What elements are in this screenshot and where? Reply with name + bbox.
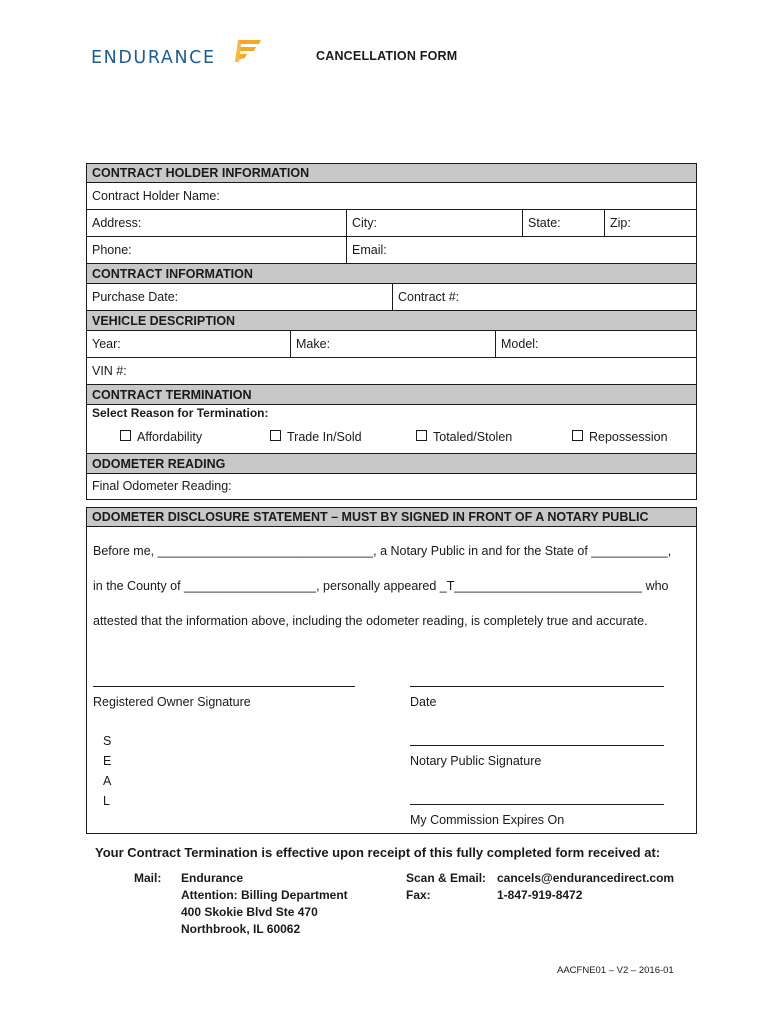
vin-row	[87, 358, 696, 385]
scan-email-label: Scan & Email:	[406, 871, 487, 885]
section-header-vehicle-description	[87, 311, 696, 331]
seal-letter: L	[103, 794, 110, 808]
seal-letter: E	[103, 754, 112, 768]
address-field[interactable]	[87, 210, 346, 236]
option-label: Trade In/Sold	[287, 430, 362, 444]
form-title: CANCELLATION FORM	[316, 49, 458, 63]
section-title: VEHICLE DESCRIPTION	[92, 313, 236, 328]
effective-notice: Your Contract Termination is effective upon receipt of this fully completed form received at:	[95, 845, 661, 860]
contract-holder-name-field[interactable]	[87, 183, 696, 209]
option-affordability[interactable]	[120, 430, 202, 444]
commission-expiration-line[interactable]	[410, 804, 664, 805]
make-field[interactable]	[290, 331, 495, 357]
mail-line: Endurance	[181, 871, 244, 885]
option-label: Repossession	[589, 430, 668, 444]
section-title: CONTRACT INFORMATION	[92, 266, 253, 281]
disclosure-line-3: attested that the information above, including the odometer reading, is completely true and accurate.	[93, 614, 648, 628]
date-label: Date	[410, 695, 437, 709]
scan-email-address[interactable]: cancels@endurancedirect.com	[497, 871, 675, 885]
model-field[interactable]	[495, 331, 696, 357]
address-row	[87, 210, 696, 237]
field-label: Email:	[352, 243, 387, 257]
mail-line: 400 Skokie Blvd Ste 470	[181, 905, 318, 919]
field-label: Contract Holder Name:	[92, 189, 220, 203]
field-label: Year:	[92, 337, 121, 351]
totaled-stolen-checkbox[interactable]	[416, 430, 427, 441]
section-header-disclosure	[87, 508, 696, 527]
mail-label: Mail:	[134, 871, 162, 885]
disclosure-line-1: Before me, _______________________________, a Notary Public in and for the State of ___________,	[93, 544, 672, 558]
form-code: AACFNE01 – V2 – 2016-01	[557, 965, 674, 976]
final-odometer-field[interactable]	[87, 474, 696, 498]
contract-info-row	[87, 284, 696, 311]
section-header-contract-information	[87, 264, 696, 284]
option-repossession[interactable]	[572, 430, 668, 444]
contract-number-field[interactable]	[392, 284, 696, 310]
option-label: Totaled/Stolen	[433, 430, 513, 444]
phone-email-row	[87, 237, 696, 264]
disclosure-text: ___________________________ who	[454, 579, 669, 593]
affordability-checkbox[interactable]	[120, 430, 131, 441]
field-label: State:	[528, 216, 561, 230]
mail-line: Northbrook, IL 60062	[181, 922, 301, 936]
notary-signature-line[interactable]	[410, 745, 664, 746]
section-title: ODOMETER DISCLOSURE STATEMENT – MUST BY SIGNED IN FRONT OF A NOTARY PUBLIC	[92, 510, 649, 524]
contract-info-table	[86, 163, 697, 500]
owner-signature-line[interactable]	[93, 686, 355, 687]
disclosure-line-2	[93, 579, 669, 593]
zip-field[interactable]	[604, 210, 696, 236]
termination-reason-label: Select Reason for Termination:	[92, 406, 269, 420]
field-label: Model:	[501, 337, 539, 351]
fax-number: 1-847-919-8472	[497, 888, 583, 902]
vin-field[interactable]	[87, 358, 696, 384]
section-title: CONTRACT TERMINATION	[92, 387, 252, 402]
field-label: Make:	[296, 337, 331, 351]
brand-logo-text: ENDURANCE	[91, 48, 216, 68]
section-title: CONTRACT HOLDER INFORMATION	[92, 166, 310, 180]
disclosure-text: in the County of ___________________, personally appeared _	[93, 579, 447, 593]
section-header-contract-termination	[87, 385, 696, 405]
purchase-date-field[interactable]	[87, 284, 392, 310]
notary-signature-label: Notary Public Signature	[410, 754, 542, 768]
mail-line: Attention: Billing Department	[181, 888, 348, 902]
field-label: Address:	[92, 216, 142, 230]
repossession-checkbox[interactable]	[572, 430, 583, 441]
option-totaled-stolen[interactable]	[416, 430, 512, 444]
city-field[interactable]	[346, 210, 522, 236]
state-field[interactable]	[522, 210, 604, 236]
commission-expiration-label: My Commission Expires On	[410, 813, 565, 827]
seal-letter: S	[103, 734, 112, 748]
field-label: Zip:	[610, 216, 631, 230]
section-title: ODOMETER READING	[92, 456, 226, 471]
trade-in-sold-checkbox[interactable]	[270, 430, 281, 441]
seal-letter: A	[103, 774, 112, 788]
section-header-odometer-reading	[87, 454, 696, 474]
field-label: VIN #:	[92, 364, 127, 378]
owner-signature-label: Registered Owner Signature	[93, 695, 251, 709]
endurance-logo-icon	[232, 36, 262, 66]
text-cursor: T	[446, 579, 455, 593]
year-field[interactable]	[87, 331, 290, 357]
date-line[interactable]	[410, 686, 664, 687]
field-label: Purchase Date:	[92, 290, 179, 304]
field-label: Final Odometer Reading:	[92, 479, 232, 493]
option-label: Affordability	[137, 430, 203, 444]
section-header-contract-holder	[87, 164, 696, 183]
email-field[interactable]	[346, 237, 696, 263]
field-label: Contract #:	[398, 290, 460, 304]
termination-reason-row	[87, 405, 696, 454]
contract-holder-name-row	[87, 183, 696, 210]
field-label: City:	[352, 216, 377, 230]
vehicle-row	[87, 331, 696, 358]
odometer-row	[87, 474, 696, 498]
option-trade-in-sold[interactable]	[270, 430, 362, 444]
phone-field[interactable]	[87, 237, 346, 263]
field-label: Phone:	[92, 243, 132, 257]
odometer-disclosure-box	[86, 507, 697, 834]
fax-label: Fax:	[406, 888, 431, 902]
